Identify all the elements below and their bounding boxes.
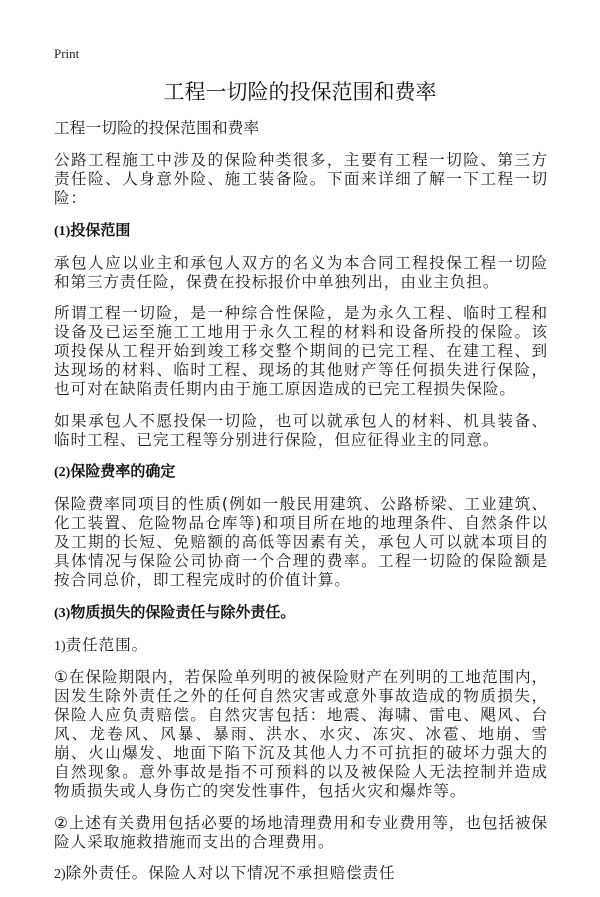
section-heading-text: 投保范围 <box>70 220 131 239</box>
subsection-label <box>54 636 548 656</box>
subsection-label <box>54 864 548 884</box>
subsection-number: 2) <box>54 867 66 882</box>
section-heading-text: 物质损失的保险责任与除外责任。 <box>70 602 296 621</box>
section-heading-1 <box>54 221 548 241</box>
list-item-1: ①在保险期限内，若保险单列明的被保险财产在列明的工地范围内，因发生除外责任之外的任何自然灾害或意外事故造成的物质损失，保险人应负责赔偿。自然灾害包括：地震、海啸、雷电、飓风、台风、龙卷风、风暴、暴雨、洪水、水灾、冻灾、冰雹、地崩、雪崩、火山爆发、地面下陷下沉及其他人力不可抗拒的破坏力强大的自然现象。意外事故是指不可预料的以及被保险人无法控制并造成物质损失或人身伤亡的突发性事件，包括火灾和爆炸等。 <box>54 668 548 800</box>
intro-paragraph: 公路工程施工中涉及的保险种类很多，主要有工程一切险、第三方责任险、人身意外险、施工装备险。下面来详细了解一下工程一切险： <box>54 151 548 207</box>
document-subtitle: 工程一切险的投保范围和费率 <box>54 119 260 137</box>
section-heading-text: 保险费率的确定 <box>70 462 176 480</box>
section-heading-3 <box>54 603 548 623</box>
page-title: 工程一切险的投保范围和费率 <box>163 80 437 104</box>
section-number: (1) <box>54 223 71 239</box>
subsection-number: 1) <box>54 638 66 654</box>
paragraph: 承包人应以业主和承包人双方的名义为本合同工程投保工程一切险和第三方责任险，保费在投标报价中单独列出，由业主负担。 <box>54 253 548 291</box>
subsection-text: 责任范围。 <box>65 635 149 654</box>
section-heading-2 <box>54 462 548 482</box>
paragraph: 如果承包人不愿投保一切险，也可以就承包人的材料、机具装备、临时工程、已完工程等分别进行保险，但应征得业主的同意。 <box>54 411 548 449</box>
print-label[interactable]: Print <box>54 46 80 61</box>
section-number: (3) <box>54 605 71 621</box>
document-body <box>54 119 548 897</box>
list-item-2: ②上述有关费用包括必要的场地清理费用和专业费用等，也包括被保险人采取施救措施而支出的合理费用。 <box>54 813 548 851</box>
paragraph: 保险费率同项目的性质(例如一般民用建筑、公路桥梁、工业建筑、化工装置、危险物品仓库等)和项目所在地的地理条件、自然条件以及工期的长短、免赔额的高低等因素有关，承包人可以就本项目的具体情况与保险公司协商一个合理的费率。工程一切险的保险额是按合同总价，即工程完成时的价值计算。 <box>54 495 548 589</box>
subsection-text: 除外责任。保险人对以下情况不承担赔偿责任 <box>65 864 396 882</box>
section-number: (2) <box>54 465 71 480</box>
paragraph: 所谓工程一切险，是一种综合性保险，是为永久工程、临时工程和设备及已运至施工工地用于永久工程的材料和设备所投的保险。该项投保从工程开始到竣工移交整个期间的已完工程、在建工程、到达现场的材料、临时工程、现场的其他财产等任何损失进行保险，也可对在缺陷责任期内由于施工原因造成的已完工程损失保险。 <box>54 304 548 398</box>
